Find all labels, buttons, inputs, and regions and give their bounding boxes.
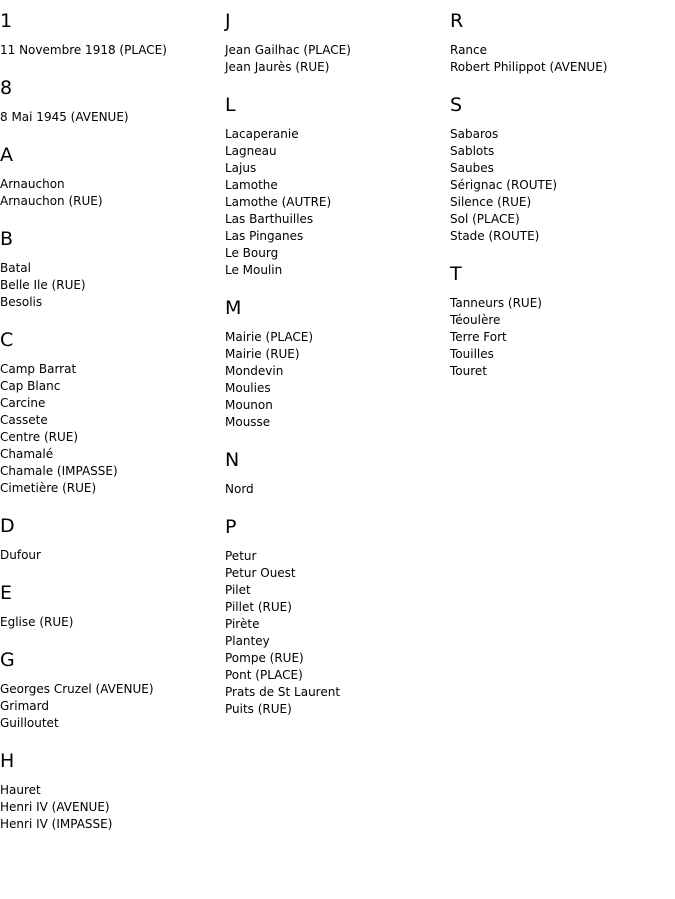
street-link[interactable]: Sérignac (ROUTE) bbox=[450, 178, 558, 192]
street-link[interactable]: Henri IV (IMPASSE) bbox=[0, 817, 113, 831]
street-link[interactable]: 8 Mai 1945 (AVENUE) bbox=[0, 110, 129, 124]
street-link[interactable]: Mondevin bbox=[225, 364, 284, 378]
section-letter-heading: C bbox=[0, 329, 14, 351]
street-link[interactable]: Le Bourg bbox=[225, 246, 279, 260]
street-link[interactable]: Saubes bbox=[450, 161, 494, 175]
street-link[interactable]: Le Moulin bbox=[225, 263, 283, 277]
section-letter-heading: N bbox=[225, 449, 240, 471]
street-link[interactable]: Téoulère bbox=[450, 313, 501, 327]
street-link[interactable]: Arnauchon bbox=[0, 177, 65, 191]
section-letter-heading: L bbox=[225, 94, 236, 116]
section-letter-heading: A bbox=[0, 144, 13, 166]
street-list bbox=[450, 295, 670, 380]
letter-group bbox=[0, 750, 220, 833]
street-link[interactable]: Las Pinganes bbox=[225, 229, 304, 243]
street-link[interactable]: Mounon bbox=[225, 398, 273, 412]
street-link[interactable]: Pilet bbox=[225, 583, 251, 597]
street-link[interactable]: Centre (RUE) bbox=[0, 430, 79, 444]
street-link[interactable]: Cimetière (RUE) bbox=[0, 481, 97, 495]
letter-group bbox=[225, 297, 445, 431]
street-list bbox=[225, 126, 445, 279]
street-link[interactable]: 11 Novembre 1918 (PLACE) bbox=[0, 43, 167, 57]
section-letter-heading: H bbox=[0, 750, 15, 772]
street-link[interactable]: Terre Fort bbox=[450, 330, 507, 344]
street-link[interactable]: Mousse bbox=[225, 415, 271, 429]
street-list bbox=[450, 42, 670, 76]
street-link[interactable]: Henri IV (AVENUE) bbox=[0, 800, 110, 814]
street-link[interactable]: Moulies bbox=[225, 381, 271, 395]
street-list bbox=[0, 176, 220, 210]
street-link[interactable]: Pillet (RUE) bbox=[225, 600, 292, 614]
section-letter-heading: 8 bbox=[0, 77, 13, 99]
street-link[interactable]: Sabaros bbox=[450, 127, 499, 141]
street-list bbox=[0, 109, 220, 126]
street-list bbox=[0, 681, 220, 732]
section-letter-heading: S bbox=[450, 94, 463, 116]
index-column-3 bbox=[450, 10, 670, 398]
street-link[interactable]: Stade (ROUTE) bbox=[450, 229, 540, 243]
street-link[interactable]: Chamalé bbox=[0, 447, 54, 461]
street-link[interactable]: Pont (PLACE) bbox=[225, 668, 303, 682]
street-list bbox=[225, 329, 445, 431]
street-link[interactable]: Lacaperanie bbox=[225, 127, 299, 141]
section-letter-heading: B bbox=[0, 228, 14, 250]
street-link[interactable]: Lagneau bbox=[225, 144, 277, 158]
section-letter-heading: T bbox=[450, 263, 462, 285]
letter-group bbox=[450, 263, 670, 380]
street-link[interactable]: Lajus bbox=[225, 161, 257, 175]
street-link[interactable]: Hauret bbox=[0, 783, 41, 797]
street-list bbox=[450, 126, 670, 245]
street-list bbox=[225, 42, 445, 76]
letter-group bbox=[0, 649, 220, 732]
street-list bbox=[0, 42, 220, 59]
street-link[interactable]: Pirète bbox=[225, 617, 260, 631]
section-letter-heading: D bbox=[0, 515, 15, 537]
letter-group bbox=[225, 10, 445, 76]
street-link[interactable]: Chamale (IMPASSE) bbox=[0, 464, 118, 478]
street-link[interactable]: Petur bbox=[225, 549, 257, 563]
street-link[interactable]: Touilles bbox=[450, 347, 494, 361]
street-link[interactable]: Eglise (RUE) bbox=[0, 615, 74, 629]
street-link[interactable]: Besolis bbox=[0, 295, 43, 309]
street-list bbox=[225, 548, 445, 718]
street-link[interactable]: Puits (RUE) bbox=[225, 702, 292, 716]
street-list bbox=[0, 361, 220, 497]
letter-group bbox=[225, 94, 445, 279]
street-link[interactable]: Robert Philippot (AVENUE) bbox=[450, 60, 608, 74]
street-list bbox=[225, 481, 445, 498]
street-link[interactable]: Belle Ile (RUE) bbox=[0, 278, 86, 292]
street-link[interactable]: Tanneurs (RUE) bbox=[450, 296, 542, 310]
street-link[interactable]: Las Barthuilles bbox=[225, 212, 314, 226]
street-link[interactable]: Petur Ouest bbox=[225, 566, 296, 580]
letter-group bbox=[450, 94, 670, 245]
section-letter-heading: M bbox=[225, 297, 242, 319]
street-list bbox=[0, 782, 220, 833]
street-link[interactable]: Jean Gailhac (PLACE) bbox=[225, 43, 351, 57]
letter-group bbox=[225, 516, 445, 718]
street-link[interactable]: Lamothe bbox=[225, 178, 278, 192]
letter-group bbox=[0, 515, 220, 564]
section-letter-heading: E bbox=[0, 582, 13, 604]
street-link[interactable]: Georges Cruzel (AVENUE) bbox=[0, 682, 154, 696]
street-link[interactable]: Touret bbox=[450, 364, 487, 378]
street-link[interactable]: Carcine bbox=[0, 396, 46, 410]
letter-group bbox=[0, 329, 220, 497]
street-link[interactable]: Sol (PLACE) bbox=[450, 212, 520, 226]
street-link[interactable]: Plantey bbox=[225, 634, 270, 648]
street-link[interactable]: Guilloutet bbox=[0, 716, 59, 730]
letter-group bbox=[0, 77, 220, 126]
section-letter-heading: P bbox=[225, 516, 237, 538]
street-link[interactable]: Silence (RUE) bbox=[450, 195, 532, 209]
letter-group bbox=[0, 144, 220, 210]
street-link[interactable]: Prats de St Laurent bbox=[225, 685, 341, 699]
index-column-1 bbox=[0, 10, 220, 851]
street-link[interactable]: Rance bbox=[450, 43, 488, 57]
section-letter-heading: G bbox=[0, 649, 15, 671]
street-link[interactable]: Grimard bbox=[0, 699, 49, 713]
street-link[interactable]: Camp Barrat bbox=[0, 362, 77, 376]
street-list bbox=[0, 260, 220, 311]
street-list bbox=[0, 547, 220, 564]
street-link[interactable]: Batal bbox=[0, 261, 31, 275]
letter-group bbox=[450, 10, 670, 76]
section-letter-heading: 1 bbox=[0, 10, 13, 32]
section-letter-heading: J bbox=[225, 10, 231, 32]
street-link[interactable]: Pompe (RUE) bbox=[225, 651, 304, 665]
street-link[interactable]: Cassete bbox=[0, 413, 48, 427]
section-letter-heading: R bbox=[450, 10, 464, 32]
street-link[interactable]: Dufour bbox=[0, 548, 41, 562]
street-link[interactable]: Lamothe (AUTRE) bbox=[225, 195, 332, 209]
street-link[interactable]: Mairie (RUE) bbox=[225, 347, 300, 361]
street-link[interactable]: Sablots bbox=[450, 144, 495, 158]
street-link[interactable]: Mairie (PLACE) bbox=[225, 330, 314, 344]
letter-group bbox=[0, 582, 220, 631]
letter-group bbox=[0, 10, 220, 59]
street-link[interactable]: Nord bbox=[225, 482, 254, 496]
letter-group bbox=[0, 228, 220, 311]
street-link[interactable]: Jean Jaurès (RUE) bbox=[225, 60, 330, 74]
street-list bbox=[0, 614, 220, 631]
index-column-2 bbox=[225, 10, 445, 736]
street-link[interactable]: Arnauchon (RUE) bbox=[0, 194, 103, 208]
letter-group bbox=[225, 449, 445, 498]
street-link[interactable]: Cap Blanc bbox=[0, 379, 61, 393]
